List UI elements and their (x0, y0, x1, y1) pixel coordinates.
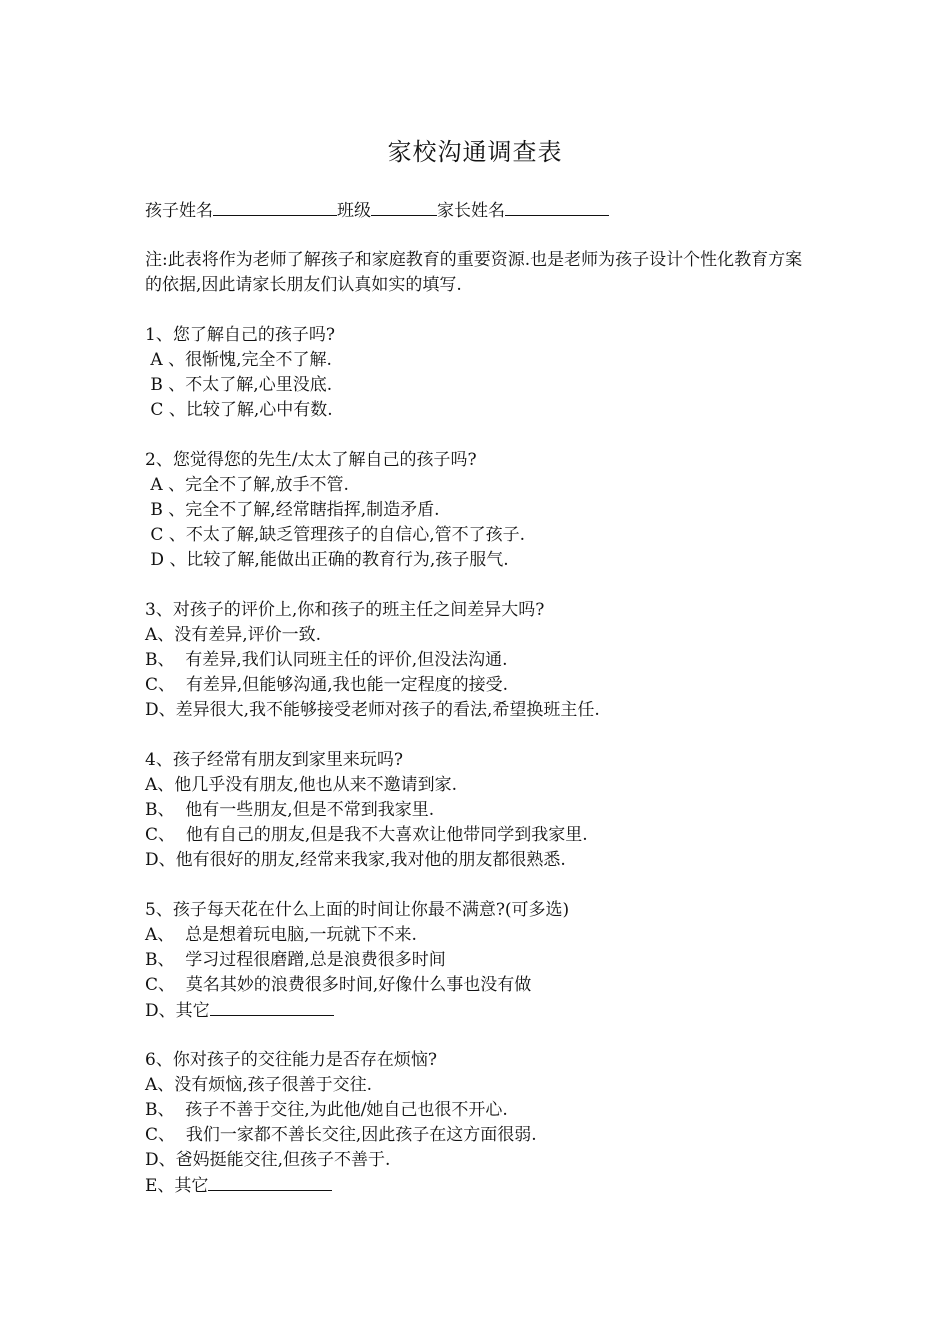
survey-body (145, 198, 825, 1198)
q5-option-c: C、 莫名其妙的浪费很多时间,好像什么事也没有做 (145, 975, 532, 995)
q4-option-c: C、 他有自己的朋友,但是我不大喜欢让他带同学到我家里. (145, 825, 588, 845)
q1-option-c: C 、比较了解,心中有数. (145, 400, 333, 420)
q2-option-b: B 、完全不了解,经常瞎指挥,制造矛盾. (145, 500, 440, 520)
q4-option-a: A、他几乎没有朋友,他也从来不邀请到家. (145, 775, 458, 795)
q6-option-other (145, 1173, 825, 1198)
q3-option-b: B、 有差异,我们认同班主任的评价,但没法沟通. (145, 650, 508, 670)
q3-option-c: C、 有差异,但能够沟通,我也能一定程度的接受. (145, 675, 509, 695)
q2-option-c: C 、不太了解,缺乏管理孩子的自信心,管不了孩子. (145, 525, 526, 545)
q2-option-d: D 、比较了解,能做出正确的教育行为,孩子服气. (145, 550, 509, 570)
q5-other-field[interactable] (210, 998, 334, 1016)
q6-option-c: C、 我们一家都不善长交往,因此孩子在这方面很弱. (145, 1125, 537, 1145)
parent-name-label: 家长姓名 (437, 201, 505, 221)
q5-option-a: A、 总是想着玩电脑,一玩就下不来. (145, 925, 417, 945)
q5-option-b: B、 学习过程很磨蹭,总是浪费很多时间 (145, 950, 446, 970)
child-name-field[interactable] (213, 198, 337, 216)
q1-option-b: B 、不太了解,心里没底. (145, 375, 333, 395)
q3-option-d: D、差异很大,我不能够接受老师对孩子的看法,希望换班主任. (145, 700, 600, 720)
q6-other-label: E、其它 (145, 1176, 209, 1196)
note-text: 注:此表将作为老师了解孩子和家庭教育的重要资源.也是老师为孩子设计个性化教育方案的依据,因此请家长朋友们认真如实的填写. (145, 250, 803, 295)
question-6: 6、你对孩子的交往能力是否存在烦恼? (145, 1050, 437, 1070)
q6-option-b: B、 孩子不善于交往,为此他/她自己也很不开心. (145, 1100, 508, 1120)
question-5: 5、孩子每天花在什么上面的时间让你最不满意?(可多选) (145, 900, 570, 920)
child-name-label: 孩子姓名 (145, 201, 213, 221)
parent-name-field[interactable] (505, 198, 609, 216)
q6-other-field[interactable] (208, 1173, 332, 1191)
q6-option-d: D、爸妈挺能交往,但孩子不善于. (145, 1150, 391, 1170)
question-2: 2、您觉得您的先生/太太了解自己的孩子吗? (145, 450, 477, 470)
question-3: 3、对孩子的评价上,你和孩子的班主任之间差异大吗? (145, 600, 545, 620)
q3-option-a: A、没有差异,评价一致. (145, 625, 322, 645)
question-1: 1、您了解自己的孩子吗? (145, 325, 335, 345)
q5-other-label: D、其它 (145, 1001, 210, 1021)
q5-option-other (145, 998, 825, 1023)
class-label: 班级 (337, 201, 371, 221)
q6-option-a: A、没有烦恼,孩子很善于交往. (145, 1075, 373, 1095)
q4-option-d: D、他有很好的朋友,经常来我家,我对他的朋友都很熟悉. (145, 850, 566, 870)
header-fields (145, 198, 825, 223)
q2-option-a: A 、完全不了解,放手不管. (145, 475, 349, 495)
page-title: 家校沟通调查表 (387, 138, 563, 166)
question-4: 4、孩子经常有朋友到家里来玩吗? (145, 750, 403, 770)
q4-option-b: B、 他有一些朋友,但是不常到我家里. (145, 800, 435, 820)
q1-option-a: A 、很惭愧,完全不了解. (145, 350, 332, 370)
class-field[interactable] (371, 198, 437, 216)
